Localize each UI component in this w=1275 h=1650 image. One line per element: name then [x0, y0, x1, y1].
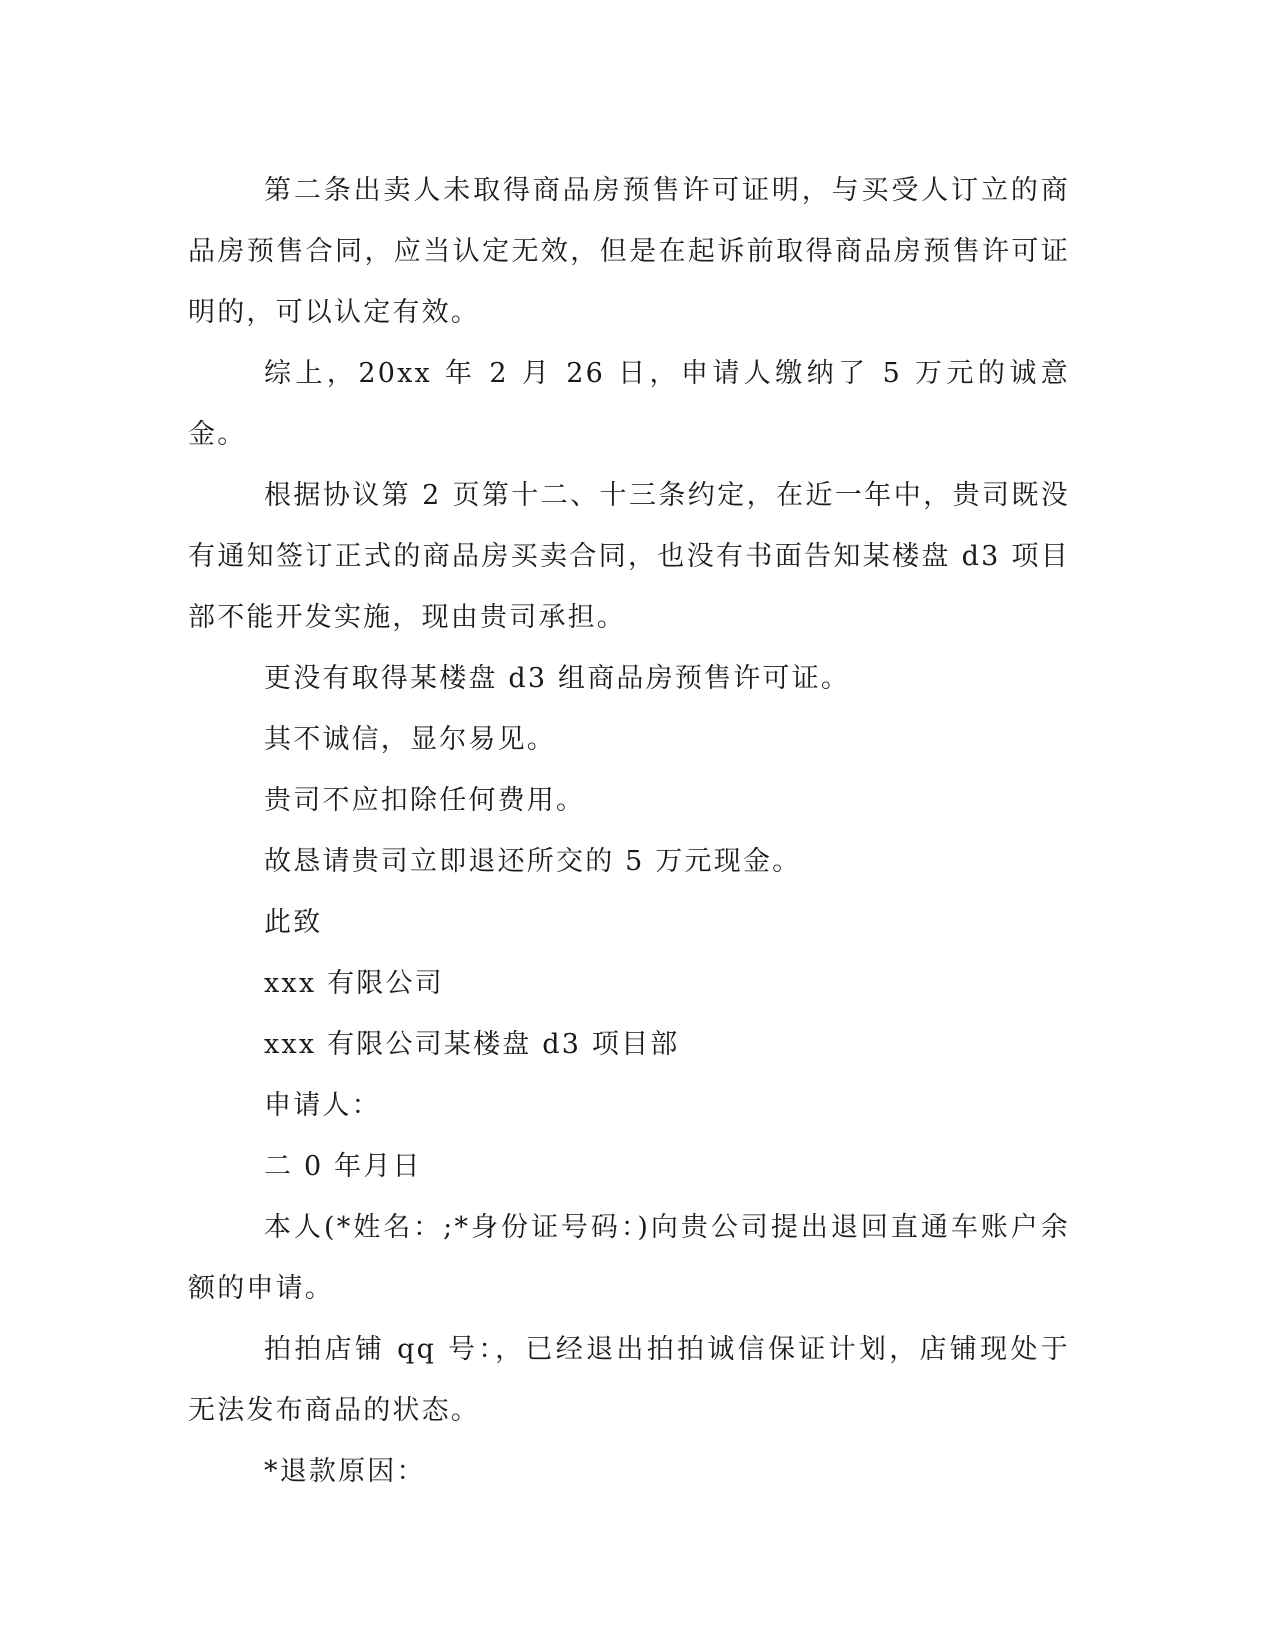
- paragraph-dishonesty: 其不诚信，显尔易见。: [264, 724, 556, 755]
- paragraph-agreement-terms: 根据协议第 2 页第十二、十三条约定，在近一年中，贵司既没有通知签订正式的商品房买卖合同，也没有书面告知某楼盘 d3 项目部不能开发实施，现由贵司承担。: [188, 480, 1070, 633]
- recipient-project-dept: xxx 有限公司某楼盘 d3 项目部: [264, 1029, 680, 1060]
- refund-reason-label: *退款原因：: [264, 1456, 426, 1487]
- paragraph-refund-request: 故恳请贵司立即退还所交的 5 万元现金。: [264, 846, 802, 877]
- salutation: 此致: [264, 907, 323, 938]
- signature-date: 二 0 年月日: [264, 1151, 422, 1182]
- paragraph-account-refund-application: 本人(*姓名：;*身份证号码：)向贵公司提出退回直通车账户余额的申请。: [188, 1212, 1070, 1304]
- paragraph-no-permit: 更没有取得某楼盘 d3 组商品房预售许可证。: [264, 663, 851, 694]
- paragraph-shop-status: 拍拍店铺 qq 号：，已经退出拍拍诚信保证计划，店铺现处于无法发布商品的状态。: [188, 1334, 1070, 1426]
- applicant-signature-label: 申请人：: [264, 1090, 381, 1121]
- recipient-company: xxx 有限公司: [264, 968, 444, 999]
- document-body: [188, 160, 1070, 1502]
- paragraph-deposit-summary: 综上，20xx 年 2 月 26 日，申请人缴纳了 5 万元的诚意金。: [188, 358, 1070, 450]
- paragraph-no-deduction: 贵司不应扣除任何费用。: [264, 785, 586, 816]
- paragraph-presale-permit-clause: 第二条出卖人未取得商品房预售许可证明，与买受人订立的商品房预售合同，应当认定无效，但是在起诉前取得商品房预售许可证明的，可以认定有效。: [188, 175, 1070, 328]
